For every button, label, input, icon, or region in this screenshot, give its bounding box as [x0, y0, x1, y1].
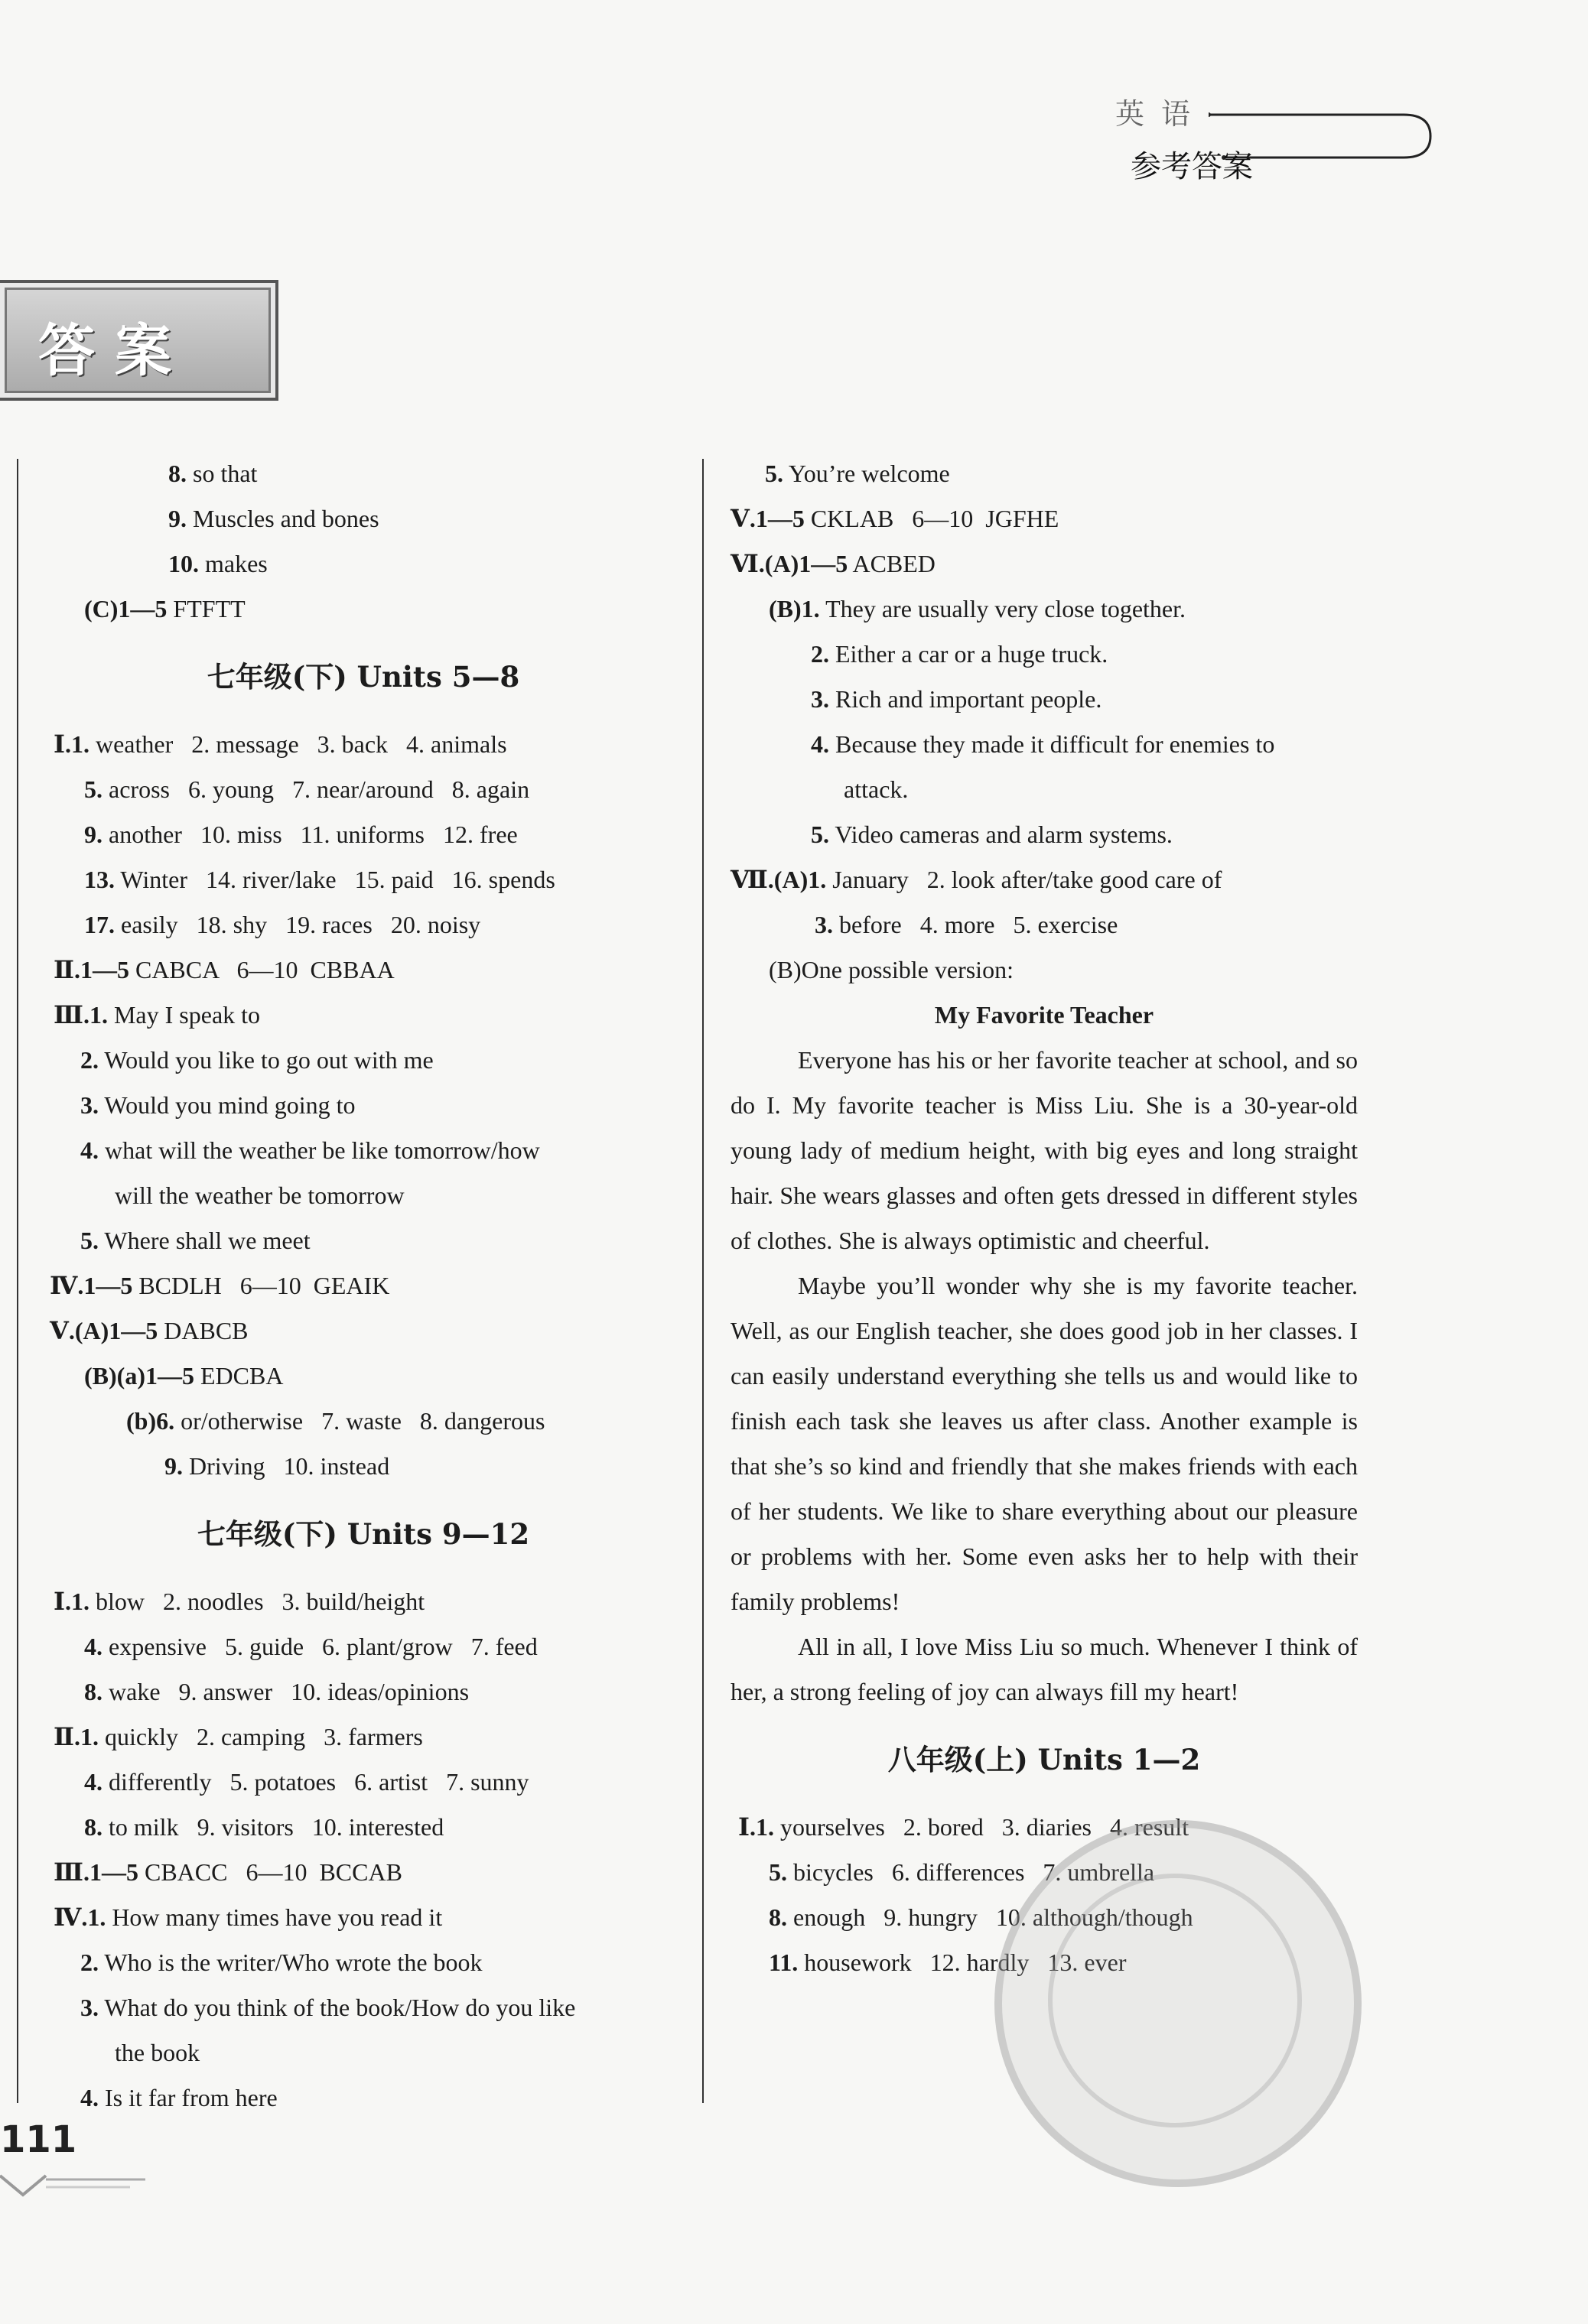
answer-text: DABCB	[158, 1317, 249, 1344]
answer-number: 5.	[811, 821, 829, 848]
header-subject: 英语	[1115, 99, 1208, 131]
answer-number: Ⅱ.1—5	[54, 956, 129, 983]
answer-line	[46, 767, 681, 812]
answer-number: 4.	[80, 2084, 99, 2111]
answer-number: 2.	[811, 640, 829, 668]
essay-paragraph: Everyone has his or her favorite teacher at school, and so do I. My favorite teacher is Miss Liu. She is a 30-year-old young lady of medium height, with big eyes and long straight hair. She wears glasses and often gets dressed in different styles of clothes. She is always optimistic and cheerful.	[731, 1046, 1358, 1254]
answer-number: 4.	[84, 1768, 103, 1796]
answer-line	[731, 812, 1358, 857]
answer-line	[46, 1895, 681, 1940]
answer-line	[46, 541, 681, 587]
answer-text: They are usually very close together.	[819, 595, 1186, 622]
answer-line	[731, 857, 1358, 902]
answer-text: attack.	[844, 775, 909, 803]
answer-text: yourselves 2. bored 3. diaries 4. result	[773, 1813, 1189, 1841]
left-column	[46, 451, 681, 2121]
section-title: 八年级(上) Units 1—2	[887, 1743, 1201, 1776]
answer-line	[46, 1173, 681, 1218]
answer-line	[46, 722, 681, 767]
answer-line	[46, 1444, 681, 1489]
answer-text: blow 2. noodles 3. build/height	[89, 1588, 425, 1615]
answer-text: Would you like to go out with me	[99, 1046, 434, 1074]
answer-number: 13.	[84, 866, 115, 893]
answer-number: 4.	[80, 1136, 99, 1164]
answer-number: 17.	[84, 911, 115, 938]
answer-line	[46, 451, 681, 496]
answer-text: the book	[115, 2039, 200, 2066]
answer-number: (C)1—5	[84, 595, 168, 622]
answer-line	[731, 947, 1358, 993]
answer-text: You’re welcome	[783, 460, 950, 487]
answer-number: 5.	[769, 1858, 787, 1886]
answer-text: another 10. miss 11. uniforms 12. free	[103, 821, 518, 848]
answer-text: will the weather be tomorrow	[115, 1182, 405, 1209]
answer-text: ACBED	[848, 550, 936, 577]
answer-line	[46, 1218, 681, 1263]
answer-text: to milk 9. visitors 10. interested	[103, 1813, 444, 1841]
answer-line	[46, 1038, 681, 1083]
answer-line	[46, 1128, 681, 1173]
answer-number: (B)1.	[769, 595, 820, 622]
page-number-decoration	[0, 2172, 153, 2202]
answer-line	[46, 1715, 681, 1760]
answer-number: Ⅱ.1.	[54, 1723, 99, 1750]
answer-number: Ⅳ.1.	[54, 1903, 106, 1931]
answer-line	[46, 857, 681, 902]
answer-text: Who is the writer/Who wrote the book	[99, 1949, 483, 1976]
header-title: 参考答案	[1131, 149, 1253, 184]
banner-text: 答案	[38, 318, 191, 384]
answer-line	[46, 947, 681, 993]
answer-line	[46, 1579, 681, 1624]
answer-text: differently 5. potatoes 6. artist 7. sunny	[103, 1768, 529, 1796]
column-divider	[702, 459, 704, 2103]
answer-number: 2.	[80, 1046, 99, 1074]
answer-text: quickly 2. camping 3. farmers	[98, 1723, 423, 1750]
answer-text: (B)One possible version:	[769, 956, 1014, 983]
page-number: 111	[0, 2118, 77, 2161]
answer-number: (b)6.	[126, 1407, 175, 1435]
essay	[731, 993, 1358, 1715]
answer-text: housework 12. hardly 13. ever	[798, 1949, 1127, 1976]
left-margin-rule	[17, 459, 18, 2103]
answer-number: 5.	[765, 460, 783, 487]
essay-paragraph: Maybe you’ll wonder why she is my favorite teacher. Well, as our English teacher, she does good job in her classes. I can easily understand everything she tells us and would like to finish each task she leaves us after class. Another example is that she’s so kind and friendly that she makes friends with each of her students. We like to share everything about our pleasure or problems with her. Some even asks her to help with their family problems!	[731, 1272, 1358, 1615]
answer-line	[731, 496, 1358, 541]
answer-text: weather 2. message 3. back 4. animals	[89, 730, 507, 758]
answer-text: wake 9. answer 10. ideas/opinions	[103, 1678, 470, 1705]
answer-text: so that	[187, 460, 258, 487]
answer-line	[731, 767, 1358, 812]
answer-number: Ⅰ.1.	[738, 1813, 774, 1841]
answer-number: 11.	[769, 1949, 799, 1976]
answer-text: expensive 5. guide 6. plant/grow 7. feed	[103, 1633, 538, 1660]
answer-line	[46, 993, 681, 1038]
answer-number: Ⅵ.(A)1—5	[731, 550, 848, 577]
answer-text: CKLAB 6—10 JGFHE	[804, 505, 1059, 532]
answer-number: 8.	[84, 1813, 103, 1841]
answer-number: Ⅰ.1.	[54, 1588, 89, 1615]
answer-text: Video cameras and alarm systems.	[829, 821, 1173, 848]
answer-line	[46, 902, 681, 947]
answer-text: January 2. look after/take good care of	[826, 866, 1222, 893]
answer-line	[46, 1805, 681, 1850]
answer-number: 3.	[811, 685, 829, 713]
answer-line	[46, 1263, 681, 1308]
answer-text: before 4. more 5. exercise	[833, 911, 1118, 938]
answer-line	[46, 1669, 681, 1715]
answer-number: Ⅴ.1—5	[731, 505, 805, 532]
answer-line	[46, 1083, 681, 1128]
answer-line	[46, 2075, 681, 2121]
answer-number: 5.	[84, 775, 103, 803]
answer-line	[731, 722, 1358, 767]
answer-text: BCDLH 6—10 GEAIK	[132, 1272, 390, 1299]
answer-line	[731, 587, 1358, 632]
answer-text: Because they made it difficult for enemies to	[829, 730, 1275, 758]
answer-number: 9.	[168, 505, 187, 532]
essay-title: My Favorite Teacher	[934, 1001, 1154, 1029]
answer-text: Would you mind going to	[99, 1091, 356, 1119]
right-column-top	[731, 451, 1358, 993]
answer-number: 5.	[80, 1227, 99, 1254]
answer-number: 8.	[84, 1678, 103, 1705]
answer-number: 9.	[84, 821, 103, 848]
answer-text: across 6. young 7. near/around 8. again	[103, 775, 530, 803]
answer-number: 4.	[811, 730, 829, 758]
answer-text: EDCBA	[194, 1362, 284, 1390]
answer-line	[46, 1985, 681, 2030]
answer-number: 3.	[80, 1994, 99, 2021]
section-title: 七年级(下) Units 9—12	[197, 1517, 530, 1551]
answer-number: Ⅲ.1.	[54, 1001, 108, 1029]
answer-number: Ⅴ.(A)1—5	[50, 1317, 158, 1344]
answer-line	[46, 587, 681, 632]
answer-text: easily 18. shy 19. races 20. noisy	[115, 911, 481, 938]
answer-number: Ⅶ.(A)1.	[731, 866, 827, 893]
answer-number: 4.	[84, 1633, 103, 1660]
watermark-stamp	[994, 1820, 1362, 2187]
section-title: 七年级(下) Units 5—8	[207, 660, 520, 694]
answer-number: 10.	[168, 550, 199, 577]
answer-number: Ⅰ.1.	[54, 730, 89, 758]
answer-text: enough 9. hungry 10. although/though	[787, 1903, 1193, 1931]
answer-line	[46, 1399, 681, 1444]
answer-text: Muscles and bones	[187, 505, 379, 532]
answer-line	[46, 1760, 681, 1805]
answer-number: 3.	[80, 1091, 99, 1119]
answer-text: makes	[199, 550, 268, 577]
answer-text: How many times have you read it	[106, 1903, 443, 1931]
answer-line	[731, 902, 1358, 947]
answer-text: CABCA 6—10 CBBAA	[129, 956, 395, 983]
essay-paragraph: All in all, I love Miss Liu so much. Whenever I think of her, a strong feeling of joy can always fill my heart!	[731, 1633, 1358, 1705]
answer-number: 8.	[168, 460, 187, 487]
answer-number: 9.	[164, 1452, 183, 1480]
answer-number: 2.	[80, 1949, 99, 1976]
answer-text: May I speak to	[107, 1001, 261, 1029]
answer-text: Rich and important people.	[829, 685, 1102, 713]
answer-text: Where shall we meet	[99, 1227, 311, 1254]
answer-line	[46, 1308, 681, 1354]
answer-line	[731, 632, 1358, 677]
answer-text: What do you think of the book/How do you like	[99, 1994, 576, 2021]
answer-text: what will the weather be like tomorrow/how	[99, 1136, 540, 1164]
answer-text: Driving 10. instead	[183, 1452, 390, 1480]
right-column	[731, 451, 1358, 1985]
answer-number: 8.	[769, 1903, 787, 1931]
answer-line	[46, 1940, 681, 1985]
answer-number: (B)(a)1—5	[84, 1362, 194, 1390]
answer-text: FTFTT	[167, 595, 246, 622]
answer-text: bicycles 6. differences 7. umbrella	[787, 1858, 1155, 1886]
answer-line	[731, 541, 1358, 587]
answer-number: 3.	[815, 911, 833, 938]
answer-line	[46, 496, 681, 541]
answer-text: CBACC 6—10 BCCAB	[138, 1858, 402, 1886]
answer-line	[731, 451, 1358, 496]
answer-text: Either a car or a huge truck.	[829, 640, 1108, 668]
answer-number: Ⅲ.1—5	[54, 1858, 138, 1886]
answer-text: Winter 14. river/lake 15. paid 16. spends	[115, 866, 555, 893]
answer-line	[46, 812, 681, 857]
answer-text: or/otherwise 7. waste 8. dangerous	[174, 1407, 545, 1435]
answer-line	[46, 1850, 681, 1895]
answer-line	[46, 2030, 681, 2075]
answer-text: Is it far from here	[99, 2084, 278, 2111]
answer-line	[46, 1354, 681, 1399]
answers-banner	[0, 280, 278, 401]
answer-number: Ⅳ.1—5	[50, 1272, 133, 1299]
answer-line	[46, 1624, 681, 1669]
answer-line	[731, 677, 1358, 722]
